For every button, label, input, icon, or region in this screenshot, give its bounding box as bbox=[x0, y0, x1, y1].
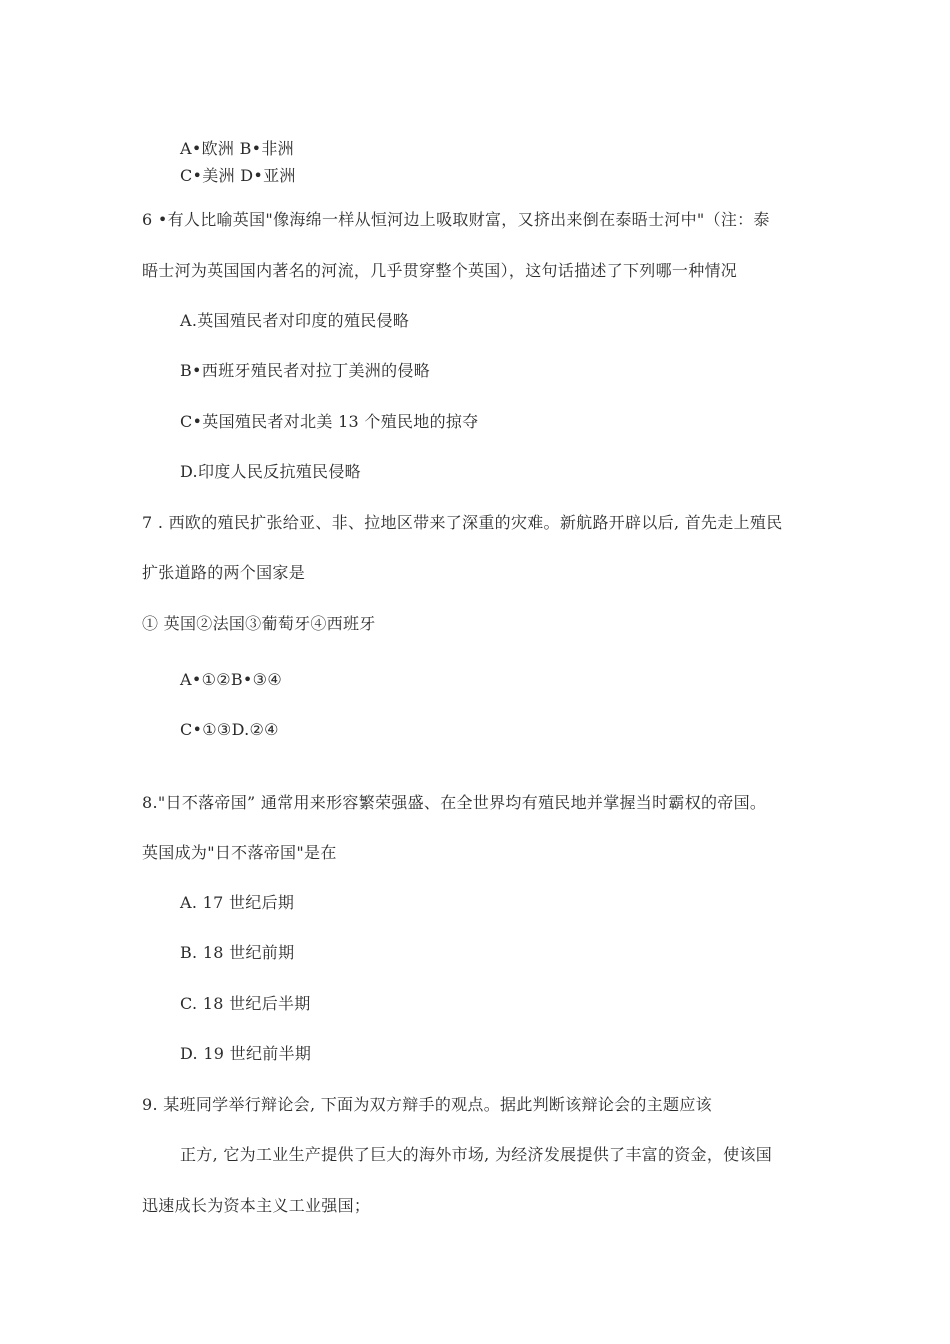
q7-options-cd: C•①③D.②④ bbox=[180, 720, 279, 739]
q8-option-d: D. 19 世纪前半期 bbox=[180, 1044, 312, 1063]
q8-option-a: A. 17 世纪后期 bbox=[180, 893, 295, 912]
q6-option-c: C•英国殖民者对北美 13 个殖民地的掠夺 bbox=[180, 412, 479, 431]
q9-stem: 9. 某班同学举行辩论会, 下面为双方辩手的观点。据此判断该辩论会的主题应该 bbox=[142, 1095, 712, 1114]
q7-stem-line-2: 扩张道路的两个国家是 bbox=[142, 563, 306, 582]
q5-options-cd: C•美洲 D•亚洲 bbox=[180, 166, 296, 185]
q7-choices: ① 英国②法国③葡萄牙④西班牙 bbox=[142, 614, 376, 633]
q6-option-a: A.英国殖民者对印度的殖民侵略 bbox=[180, 311, 410, 330]
q5-options-ab: A•欧洲 B•非洲 bbox=[180, 139, 294, 158]
q8-option-b: B. 18 世纪前期 bbox=[180, 943, 295, 962]
q9-affirmative-line-1: 正方, 它为工业生产提供了巨大的海外市场, 为经济发展提供了丰富的资金，使该国 bbox=[180, 1145, 773, 1164]
q8-option-c: C. 18 世纪后半期 bbox=[180, 994, 311, 1013]
q8-stem-line-2: 英国成为"日不落帝国"是在 bbox=[142, 843, 337, 862]
q7-options-ab: A•①②B•③④ bbox=[180, 670, 282, 689]
q6-option-b: B•西班牙殖民者对拉丁美洲的侵略 bbox=[180, 361, 430, 380]
q6-stem-line-1: 6 •有人比喻英国"像海绵一样从恒河边上吸取财富，又挤出来倒在泰晤士河中"（注：泰 bbox=[142, 210, 770, 229]
q9-affirmative-line-2: 迅速成长为资本主义工业强国； bbox=[142, 1196, 371, 1215]
q7-stem-line-1: 7 . 西欧的殖民扩张给亚、非、拉地区带来了深重的灾难。新航路开辟以后, 首先走上殖民 bbox=[142, 513, 783, 532]
q6-stem-line-2: 晤士河为英国国内著名的河流，几乎贯穿整个英国），这句话描述了下列哪一种情况 bbox=[142, 261, 738, 280]
q6-option-d: D.印度人民反抗殖民侵略 bbox=[180, 462, 361, 481]
q8-stem-line-1: 8."日不落帝国” 通常用来形容繁荣强盛、在全世界均有殖民地并掌握当时霸权的帝国。 bbox=[142, 793, 767, 812]
